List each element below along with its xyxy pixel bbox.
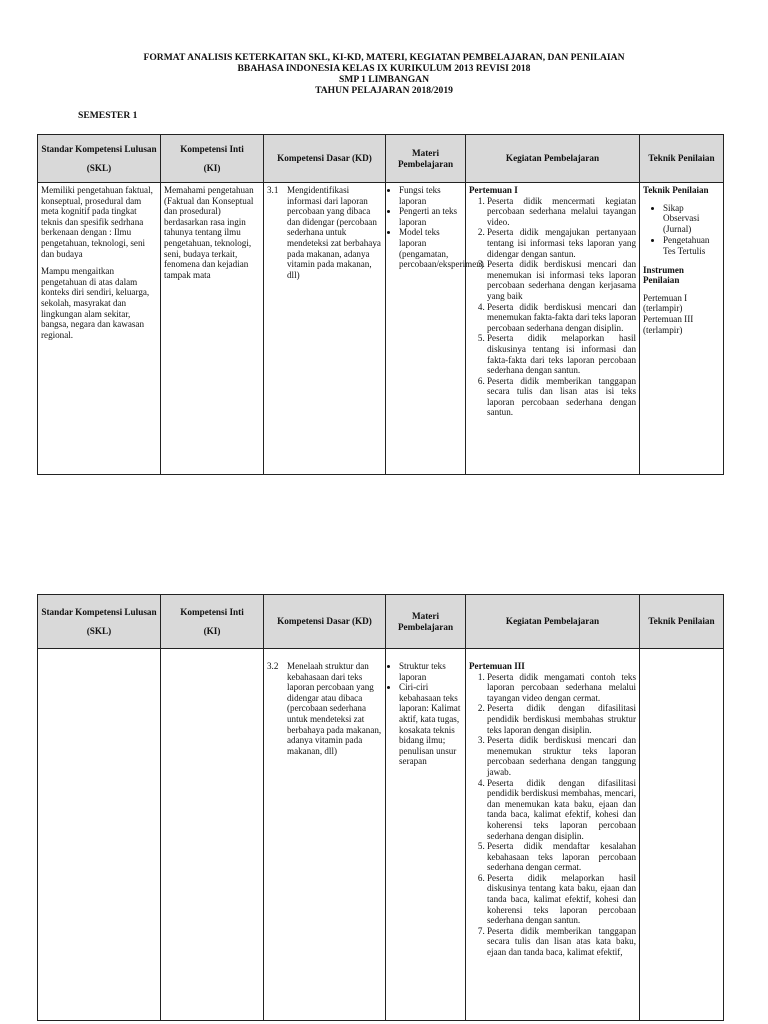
instrumen-item: Pertemuan III (terlampir) bbox=[643, 313, 694, 335]
skl-cell bbox=[38, 649, 161, 1021]
list-item: 3. Peserta didik berdiskusi mencari dan menemukan struktur teks laporan percobaan sederhana dengan tanggung jawab. bbox=[487, 735, 636, 777]
kd-cell bbox=[264, 649, 386, 1021]
kd-number: 3.2 bbox=[267, 661, 279, 671]
col-header-ki: Kompetensi Inti (KI) bbox=[161, 135, 264, 183]
skl-paragraph: Memiliki pengetahuan faktual, konseptual, prosedural dam meta kognitif pada tingkat teknis dan spesifik sedrhana berkenaan dengan : Ilmu pengetahuan, teknologi, seni dan budaya bbox=[41, 185, 153, 259]
instrumen-item: Pertemuan I (terlampir) bbox=[643, 292, 688, 314]
kegiatan-cell bbox=[466, 649, 640, 1021]
list-item: • Struktur teks laporan bbox=[399, 661, 462, 682]
col-header-kegiatan: Kegiatan Pembelajaran bbox=[466, 135, 640, 183]
list-item: 7. Peserta didik memberikan tanggapan secara tulis dan lisan atas kata baku, ejaan dan tanda baca, kalimat efektif, bbox=[487, 926, 636, 958]
semester-label: SEMESTER 1 bbox=[78, 110, 138, 121]
col-header-kd: Kompetensi Dasar (KD) bbox=[264, 595, 386, 649]
col-header-materi: Materi Pembelajaran bbox=[386, 135, 466, 183]
col-header-skl: Standar Kompetensi Lulusan (SKL) bbox=[38, 595, 161, 649]
table-row bbox=[38, 649, 724, 1021]
list-item: • Pengerti an teks laporan bbox=[399, 206, 462, 227]
list-item: 3. Peserta didik berdiskusi mencari dan menemukan isi informasi teks laporan percobaan sederhana dengan kerjasama yang baik bbox=[487, 259, 636, 301]
meeting-label: Pertemuan I bbox=[469, 185, 518, 195]
list-item: 6. Peserta didik melaporkan hasil diskusinya tentang kata baku, ejaan dan tanda baca, kalimat efektif, kohesi dan koherensi teks laporan percobaan sederhana dengan santun. bbox=[487, 873, 636, 926]
analysis-table-1 bbox=[37, 134, 724, 475]
kegiatan-cell bbox=[466, 183, 640, 475]
analysis-table-2 bbox=[37, 594, 724, 1021]
header-subject: BBAHASA INDONESIA KELAS IX KURIKULUM 2013 REVISI 2018 bbox=[237, 63, 531, 74]
header-year: TAHUN PELAJARAN 2018/2019 bbox=[315, 85, 453, 96]
list-item: 1. Peserta didik mencermati kegiatan percobaan sederhana melalui tayangan video. bbox=[487, 196, 636, 228]
kd-text: Menelaah struktur dan kebahasaan dari teks laporan percobaan yang didengar atau dibaca (percobaan sederhana untuk mendeteksi zat berbahaya pada makanan, adanya vitamin pada makanan, dll) bbox=[287, 661, 382, 756]
col-header-skl: Standar Kompetensi Lulusan (SKL) bbox=[38, 135, 161, 183]
col-header-ki: Kompetensi Inti (KI) bbox=[161, 595, 264, 649]
list-item: 2. Peserta didik dengan difasilitasi pendidik berdiskusi membahas struktur teks laporan dengan disiplin. bbox=[487, 703, 636, 735]
col-header-kd: Kompetensi Dasar (KD) bbox=[264, 135, 386, 183]
document-header bbox=[0, 52, 768, 96]
kd-cell bbox=[264, 183, 386, 475]
col-header-materi: Materi Pembelajaran bbox=[386, 595, 466, 649]
header-school: SMP 1 LIMBANGAN bbox=[338, 74, 430, 85]
list-item: • Sikap Observasi (Jurnal) bbox=[663, 203, 720, 235]
header-title: FORMAT ANALISIS KETERKAITAN SKL, KI-KD, MATERI, KEGIATAN PEMBELAJARAN, DAN PENILAIAN bbox=[143, 52, 625, 63]
list-item: 4. Peserta didik dengan difasilitasi pendidik berdiskusi membahas, mencari, dan menemukan kata baku, ejaan dan tanda baca, kalimat efektif, kohesi dan koherensi teks laporan percobaan sederhana dengan disiplin. bbox=[487, 778, 636, 842]
teknik-cell bbox=[640, 649, 724, 1021]
list-item: • Fungsi teks laporan bbox=[399, 185, 462, 206]
col-header-kegiatan: Kegiatan Pembelajaran bbox=[466, 595, 640, 649]
table-header-row bbox=[38, 595, 724, 649]
skl-paragraph: Mampu mengaitkan pengetahuan di atas dalam konteks diri sendiri, keluarga, sekolah, masyrakat dan lingkungan alam sekitar, bangsa, negara dan kawasan regional. bbox=[41, 266, 150, 340]
materi-cell bbox=[386, 183, 484, 475]
list-item: • Model teks laporan (pengamatan, percobaan/eksperimen) bbox=[399, 227, 462, 269]
table-row bbox=[38, 183, 724, 475]
col-header-teknik: Teknik Penilaian bbox=[640, 135, 724, 183]
instrumen-title: Instrumen Penilaian bbox=[643, 264, 684, 286]
list-item: 5. Peserta didik mendaftar kesalahan kebahasaan teks laporan percobaan sederhana dengan cermat. bbox=[487, 841, 636, 873]
list-item: • Pengetahuan Tes Tertulis bbox=[663, 235, 720, 256]
list-item: 4. Peserta didik berdiskusi mencari dan menemukan fakta-fakta dari teks laporan percobaan sederhana dengan disiplin. bbox=[487, 302, 636, 334]
col-header-teknik: Teknik Penilaian bbox=[640, 595, 724, 649]
teknik-cell bbox=[640, 183, 724, 475]
ki-cell bbox=[161, 649, 264, 1021]
materi-cell bbox=[386, 649, 466, 1021]
list-item: • Ciri-ciri kebahasaan teks laporan: Kalimat aktif, kata tugas, kosakata teknis bidang ilmu; penulisan unsur serapan bbox=[399, 682, 462, 767]
list-item: 6. Peserta didik memberikan tanggapan secara tulis dan lisan atas isi teks laporan percobaan sederhana dengan santun. bbox=[487, 376, 636, 418]
skl-cell bbox=[38, 183, 161, 475]
list-item: 2. Peserta didik mengajukan pertanyaan tentang isi informasi teks laporan yang didengar dengan santun. bbox=[487, 227, 636, 259]
kd-number: 3.1 bbox=[267, 185, 279, 195]
list-item: 1. Peserta didik mengamati contoh teks laporan percobaan sederhana melalui tayangan video dengan cermat. bbox=[487, 672, 636, 704]
list-item: 5. Peserta didik melaporkan hasil diskusinya tentang isi informasi dan fakta-fakta dari teks laporan percobaan sederhana dengan santun. bbox=[487, 333, 636, 375]
table-header-row bbox=[38, 135, 724, 183]
kd-text: Mengidentifikasi informasi dari laporan percobaan yang dibaca dan didengar (percobaan sederhana untuk mendeteksi zat berbahaya pada makanan, adanya vitamin pada makanan, dll) bbox=[287, 185, 381, 280]
teknik-title: Teknik Penilaian bbox=[643, 185, 709, 195]
meeting-label: Pertemuan III bbox=[469, 661, 525, 671]
ki-cell: Memahami pengetahuan (Faktual dan Konseptual dan prosedural) berdasarkan rasa ingin tahunya tentang ilmu pengetahuan, teknologi, seni, budaya terkait, fenomena dan kejadian tampak mata bbox=[161, 183, 264, 475]
